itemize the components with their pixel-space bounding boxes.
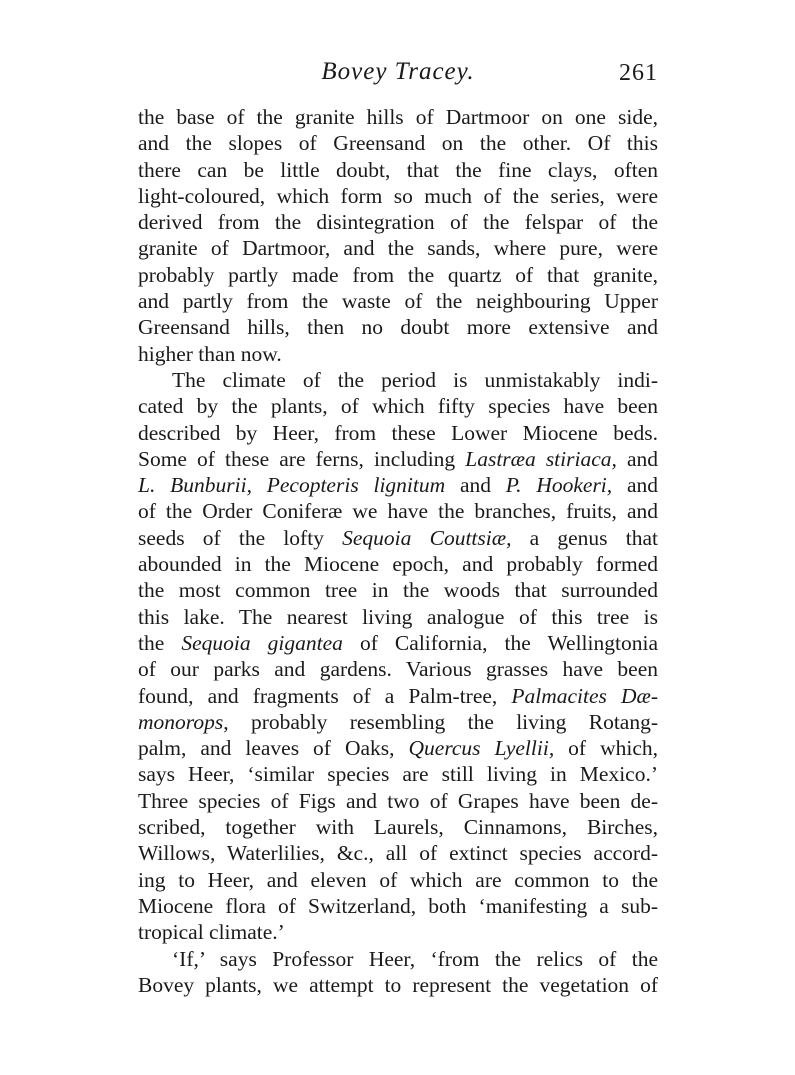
- text-line: [138, 683, 658, 709]
- text-line: and partly from the waste of the neighbouring Upper: [138, 289, 658, 314]
- italic-run: L.: [138, 473, 171, 498]
- text-run: Some of these are ferns, including: [138, 446, 456, 471]
- text-line: scribed, together with Laurels, Cinnamons, Birches,: [138, 815, 658, 840]
- italic-run: Lastræa stiriaca,: [465, 446, 617, 471]
- text-line: Greensand hills, then no doubt more extensive and: [138, 315, 658, 340]
- text-line: derived from the disintegration of the felspar of the: [138, 210, 658, 235]
- italic-run: Sequoia Couttsiæ,: [342, 525, 512, 550]
- text-run: and: [612, 473, 658, 498]
- text-line: [138, 735, 658, 761]
- text-line: tropical climate.’: [138, 920, 285, 945]
- text-line: Three species of Figs and two of Grapes have been de-: [138, 788, 658, 813]
- text-run: of which,: [554, 736, 658, 761]
- text-line: [138, 472, 658, 498]
- text-line: of our parks and gardens. Various grasses have been: [138, 657, 658, 682]
- text-line: the most common tree in the woods that surrounded: [138, 578, 658, 603]
- italic-run: P. Hookeri,: [505, 473, 613, 498]
- text-line: Miocene flora of Switzerland, both ‘manifesting a sub-: [138, 893, 658, 918]
- running-head: [138, 58, 658, 92]
- italic-run: Sequoia gigantea: [181, 630, 343, 655]
- text-line: abounded in the Miocene epoch, and probably formed: [138, 552, 658, 577]
- text-line: and the slopes of Greensand on the other. Of this: [138, 131, 658, 156]
- text-line: The climate of the period is unmistakably indi-: [172, 367, 658, 392]
- text-line: Willows, Waterlilies, &c., all of extinct species accord-: [138, 841, 658, 866]
- text-line: ‘If,’ says Professor Heer, ‘from the relics of the: [172, 946, 658, 971]
- text-line: ing to Heer, and eleven of which are common to the: [138, 867, 658, 892]
- text-line: light-coloured, which form so much of the series, were: [138, 183, 658, 208]
- text-run: found, and fragments of a Palm-tree,: [138, 683, 512, 708]
- italic-run: Bunburii, Pecopteris lignitum: [170, 473, 446, 498]
- text-run: and: [445, 473, 506, 498]
- text-line: says Heer, ‘similar species are still living in Mexico.’: [138, 762, 658, 787]
- text-line: cated by the plants, of which fifty species have been: [138, 394, 658, 419]
- text-line: of the Order Coniferæ we have the branches, fruits, and: [138, 499, 658, 524]
- text-line: [138, 709, 658, 735]
- text-run: palm, and leaves of Oaks,: [138, 736, 409, 761]
- italic-run: monorops: [138, 709, 224, 734]
- text-line: [138, 525, 658, 551]
- italic-run: Palmacites Dæ-: [511, 683, 659, 708]
- text-run: the: [138, 630, 182, 655]
- text-line: granite of Dartmoor, and the sands, where pure, were: [138, 236, 658, 261]
- text-line: described by Heer, from these Lower Miocene beds.: [138, 420, 658, 445]
- text-run: , probably resembling the living Rotang-: [223, 709, 658, 734]
- text-line: Bovey plants, we attempt to represent the vegetation of: [138, 972, 658, 997]
- text-line: the base of the granite hills of Dartmoor on one side,: [138, 105, 658, 129]
- italic-run: Quercus Lyellii,: [408, 736, 555, 761]
- text-line: [138, 446, 658, 472]
- page-number: 261: [619, 60, 658, 86]
- text-line: probably partly made from the quartz of that granite,: [138, 262, 658, 287]
- text-run: of California, the Wellingtonia: [342, 630, 658, 655]
- body-text: [138, 104, 658, 998]
- text-line: this lake. The nearest living analogue of this tree is: [138, 604, 658, 629]
- text-line: [138, 630, 658, 656]
- text-line: higher than now.: [138, 341, 282, 366]
- text-run: and: [616, 446, 658, 471]
- text-run: seeds of the lofty: [138, 525, 343, 550]
- text-run: a genus that: [511, 525, 658, 550]
- running-title: Bovey Tracey.: [321, 58, 475, 85]
- text-line: there can be little doubt, that the fine clays, often: [138, 157, 658, 182]
